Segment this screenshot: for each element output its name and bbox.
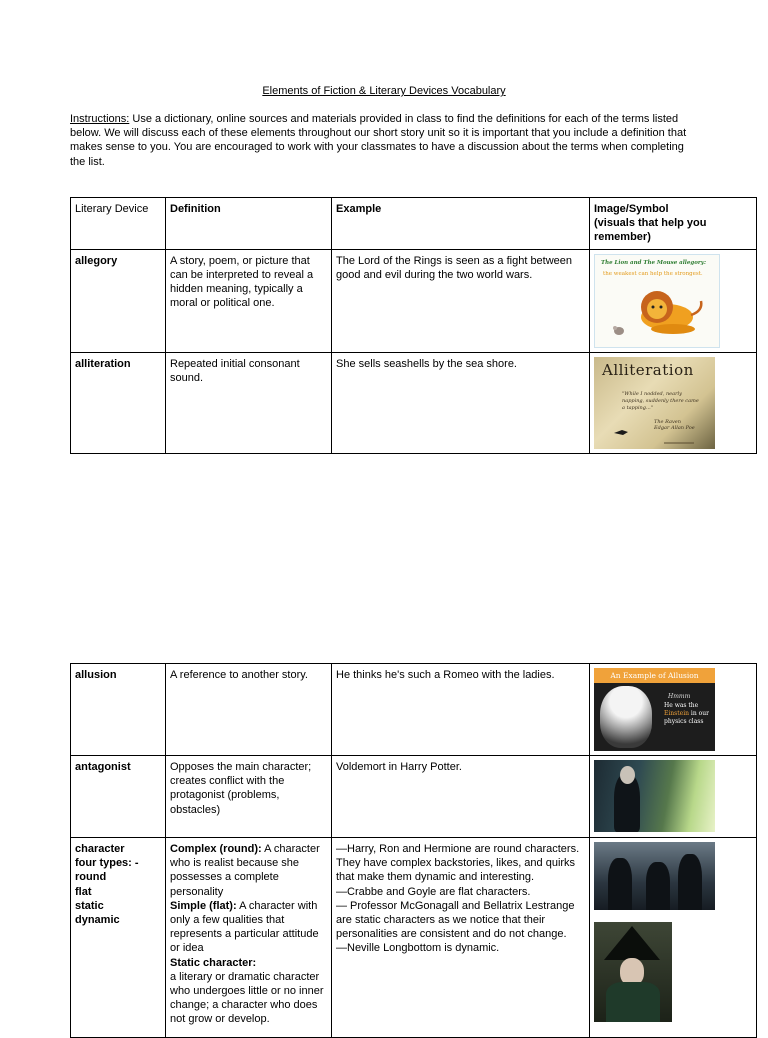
alliteration-poster-quote: "While I nodded, nearly napping, suddenly there came a tapping..."	[622, 390, 699, 411]
image-cell	[590, 756, 757, 838]
def-text-flat: A character with only a few qualities that represents a particular attitude or idea	[170, 899, 319, 955]
term-cell: allusion	[71, 664, 166, 756]
allusion-poster-handwritten: Hmmm	[668, 693, 691, 700]
raven-icon	[594, 357, 715, 449]
alliteration-poster	[594, 357, 715, 449]
term-line: dynamic	[75, 914, 120, 927]
character-figure	[646, 862, 670, 910]
allegory-caption-line1: The Lion and The Mouse allegory:	[601, 259, 707, 266]
header-definition: Definition	[166, 198, 332, 250]
example-line: — Professor McGonagall and Bellatrix Lestrange are static characters as we notice that their personalities are consistent and do not change.	[336, 899, 575, 941]
def-text-static: a literary or dramatic character who undergoes little or no inner change; a character who does not grow or develop.	[170, 970, 324, 1026]
example-cell: He thinks he's such a Romeo with the ladies.	[332, 664, 590, 756]
instructions-label: Instructions:	[70, 113, 130, 125]
term-cell: allegory	[71, 249, 166, 352]
term-cell	[71, 838, 166, 1038]
def-label-flat: Simple (flat):	[170, 899, 237, 912]
example-line: —Neville Longbottom is dynamic.	[336, 942, 500, 955]
witch-hat-shape	[604, 926, 660, 960]
vocabulary-table-part-1	[70, 197, 757, 454]
header-example: Example	[332, 198, 590, 250]
definition-cell	[166, 838, 332, 1038]
definition-cell: Repeated initial consonant sound.	[166, 352, 332, 453]
example-cell: Voldemort in Harry Potter.	[332, 756, 590, 838]
image-cell	[590, 249, 757, 352]
image-cell	[590, 838, 757, 1038]
lion-and-mouse-illustration	[594, 254, 720, 348]
image-cell	[590, 352, 757, 453]
character-figure	[608, 858, 632, 910]
example-line: —Harry, Ron and Hermione are round characters. They have complex backstories, likes, and quirks that make them dynamic and interesting.	[336, 843, 580, 884]
header-image-line2: (visuals that help you remember)	[594, 217, 707, 244]
voldemort-photo	[594, 760, 715, 832]
voldemort-head	[620, 766, 635, 784]
term-cell: alliteration	[71, 352, 166, 453]
table-header-row	[71, 198, 757, 250]
term-line: static	[75, 899, 104, 912]
header-image-symbol	[590, 198, 757, 250]
def-text-round: A character who is realist because she possesses a complete personality	[170, 843, 320, 898]
allusion-poster-banner: An Example of Allusion	[594, 668, 715, 683]
definition-cell: A story, poem, or picture that can be interpreted to reveal a hidden meaning, typically a moral or political one.	[166, 249, 332, 352]
mcgonagall-photo	[594, 922, 672, 1022]
example-cell: She sells seashells by the sea shore.	[332, 352, 590, 453]
instructions-text: Use a dictionary, online sources and materials provided in class to find the definitions for each of the terms listed below. We will discuss each of these elements throughout our short story unit so it is important that you include a definition that makes sense to you. You are encouraged to work with your classmates to have a discussion about the terms when completing the list.	[70, 113, 687, 168]
mouse-icon	[595, 255, 719, 347]
example-line: —Crabbe and Goyle are flat characters.	[336, 885, 531, 898]
term-cell: antagonist	[71, 756, 166, 838]
mcgonagall-robe	[606, 982, 660, 1022]
example-cell: The Lord of the Rings is seen as a fight between good and evil during the two world wars.	[332, 249, 590, 352]
character-figure	[678, 854, 702, 910]
definition-cell: A reference to another story.	[166, 664, 332, 756]
example-cell	[332, 838, 590, 1038]
instructions-paragraph	[70, 112, 700, 169]
header-image-line1: Image/Symbol	[594, 203, 669, 215]
table-row	[71, 838, 757, 1038]
def-label-static: Static character:	[170, 956, 257, 969]
header-literary-device: Literary Device	[71, 198, 166, 250]
einstein-allusion-poster	[594, 668, 715, 751]
table-row	[71, 756, 757, 838]
allusion-text-before: He was the	[664, 702, 699, 709]
alliteration-poster-title: Alliteration	[602, 360, 694, 379]
term-line: four types: -	[75, 857, 139, 870]
term-line: round	[75, 871, 107, 884]
attribution-line1: The Raven	[654, 418, 681, 425]
table-row	[71, 249, 757, 352]
term-line: flat	[75, 885, 92, 898]
allusion-text-highlight: Einstein	[664, 710, 689, 717]
allegory-caption-line2: the weakest can help the strongest.	[603, 270, 703, 277]
document-title: Elements of Fiction & Literary Devices Vocabulary	[262, 85, 506, 97]
image-cell	[590, 664, 757, 756]
vocabulary-table-part-2	[70, 663, 757, 1038]
allusion-text-after: in our physics class	[664, 710, 709, 725]
table-row	[71, 352, 757, 453]
def-label-round: Complex (round):	[170, 843, 262, 855]
table-row	[71, 664, 757, 756]
harry-ron-hermione-photo	[594, 842, 715, 910]
einstein-portrait	[600, 686, 652, 748]
term-line: character	[75, 843, 125, 855]
allusion-poster-text	[664, 702, 715, 726]
definition-cell: Opposes the main character; creates conflict with the protagonist (problems, obstacles)	[166, 756, 332, 838]
attribution-line2: Edgar Allan Poe	[654, 424, 695, 431]
